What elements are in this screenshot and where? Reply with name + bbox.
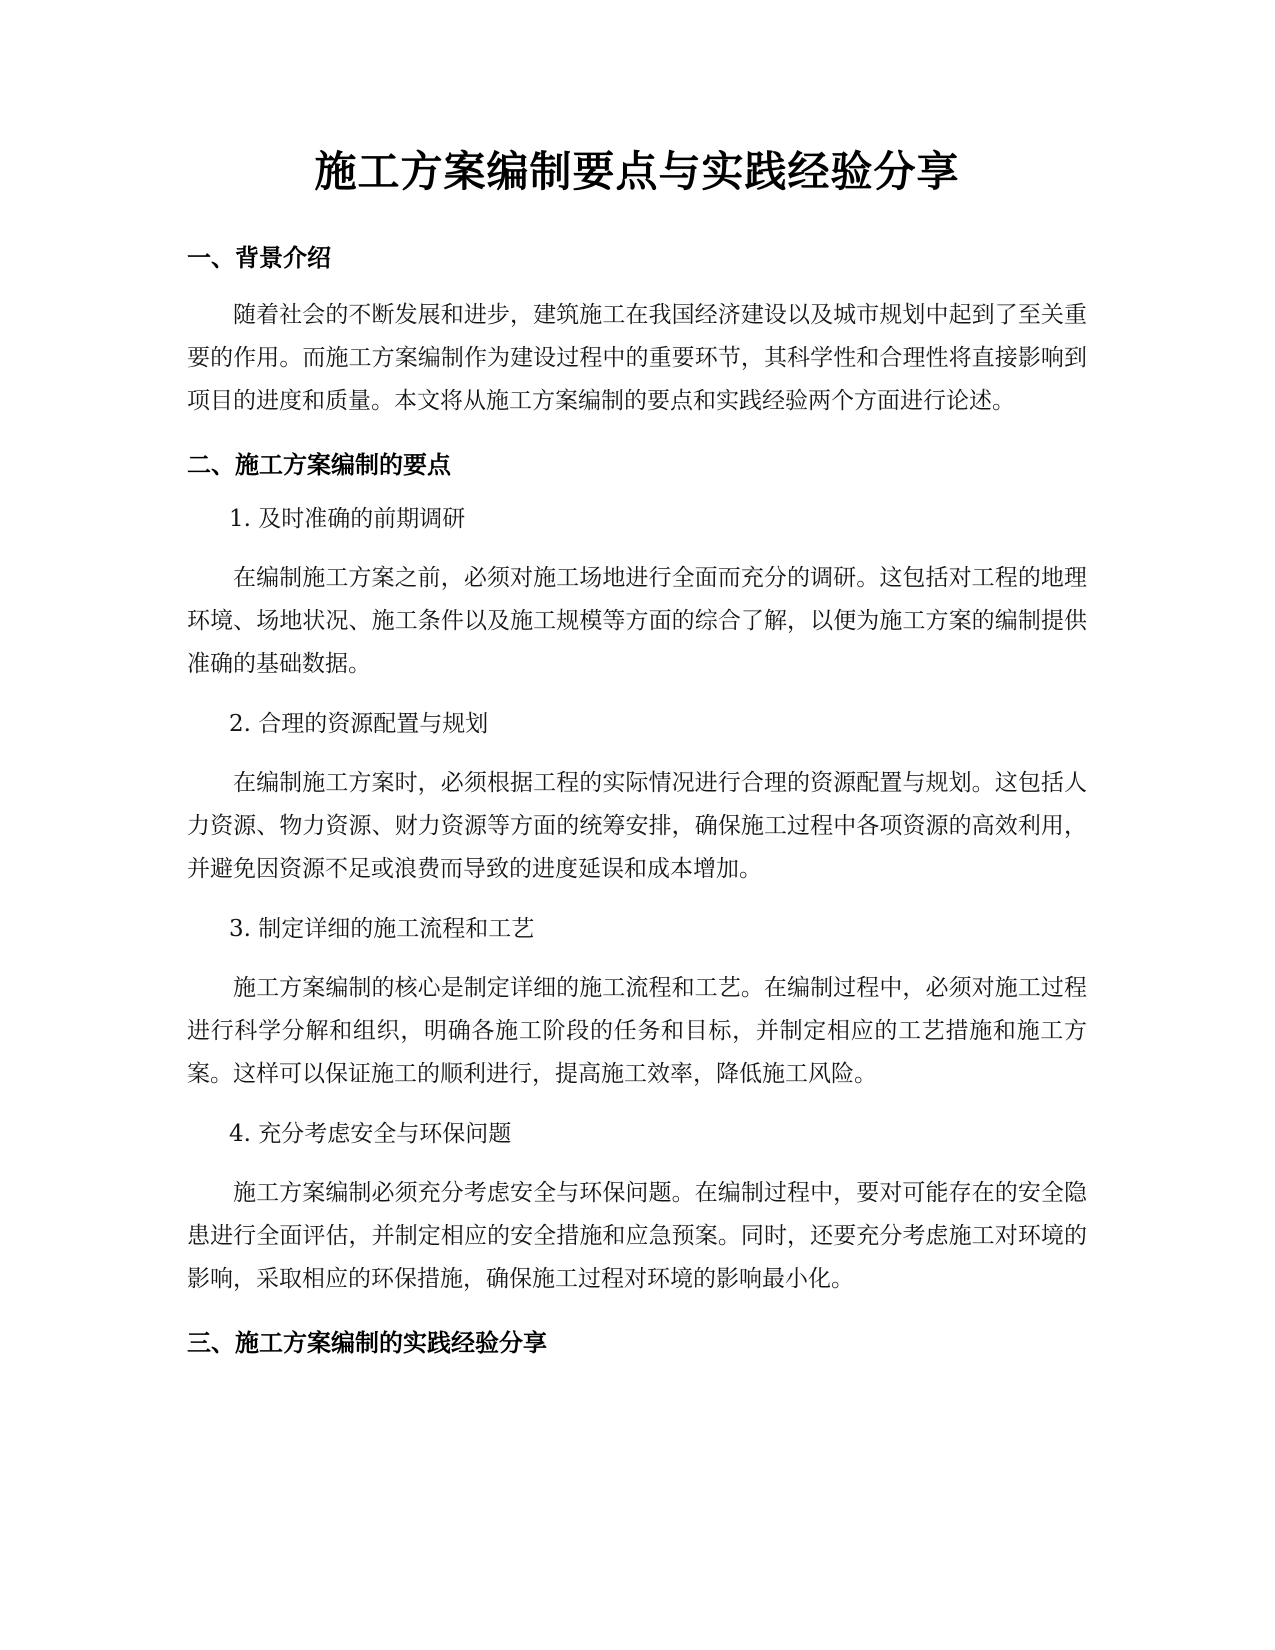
subheading-safety: 4. 充分考虑安全与环保问题 [229,1121,512,1147]
section-heading-experience: 三、施工方案编制的实践经验分享 [187,1329,547,1357]
paragraph-safety: 施工方案编制必须充分考虑安全与环保问题。在编制过程中，要对可能存在的安全隐患进行全面评估，并制定相应的安全措施和应急预案。同时，还要充分考虑施工对环境的影响，采取相应的环保措施，确保施工过程对环境的影响最小化。 [187,1180,1087,1292]
document-body [187,140,1087,1359]
section-heading-key-points: 二、施工方案编制的要点 [187,451,451,479]
paragraph-process: 施工方案编制的核心是制定详细的施工流程和工艺。在编制过程中，必须对施工过程进行科学分解和组织，明确各施工阶段的任务和目标，并制定相应的工艺措施和施工方案。这样可以保证施工的顺利进行，提高施工效率，降低施工风险。 [187,975,1087,1087]
subheading-resources: 2. 合理的资源配置与规划 [229,711,489,737]
subheading-research: 1. 及时准确的前期调研 [229,506,466,532]
paragraph-background: 随着社会的不断发展和进步，建筑施工在我国经济建设以及城市规划中起到了至关重要的作用。而施工方案编制作为建设过程中的重要环节，其科学性和合理性将直接影响到项目的进度和质量。本文将从施工方案编制的要点和实践经验两个方面进行论述。 [187,302,1087,414]
paragraph-resources: 在编制施工方案时，必须根据工程的实际情况进行合理的资源配置与规划。这包括人力资源、物力资源、财力资源等方面的统筹安排，确保施工过程中各项资源的高效利用，并避免因资源不足或浪费而导致的进度延误和成本增加。 [187,770,1087,882]
paragraph-research: 在编制施工方案之前，必须对施工场地进行全面而充分的调研。这包括对工程的地理环境、场地状况、施工条件以及施工规模等方面的综合了解，以便为施工方案的编制提供准确的基础数据。 [187,565,1087,677]
section-heading-background: 一、背景介绍 [187,244,331,272]
subheading-process: 3. 制定详细的施工流程和工艺 [229,916,535,942]
document-title: 施工方案编制要点与实践经验分享 [314,147,960,196]
